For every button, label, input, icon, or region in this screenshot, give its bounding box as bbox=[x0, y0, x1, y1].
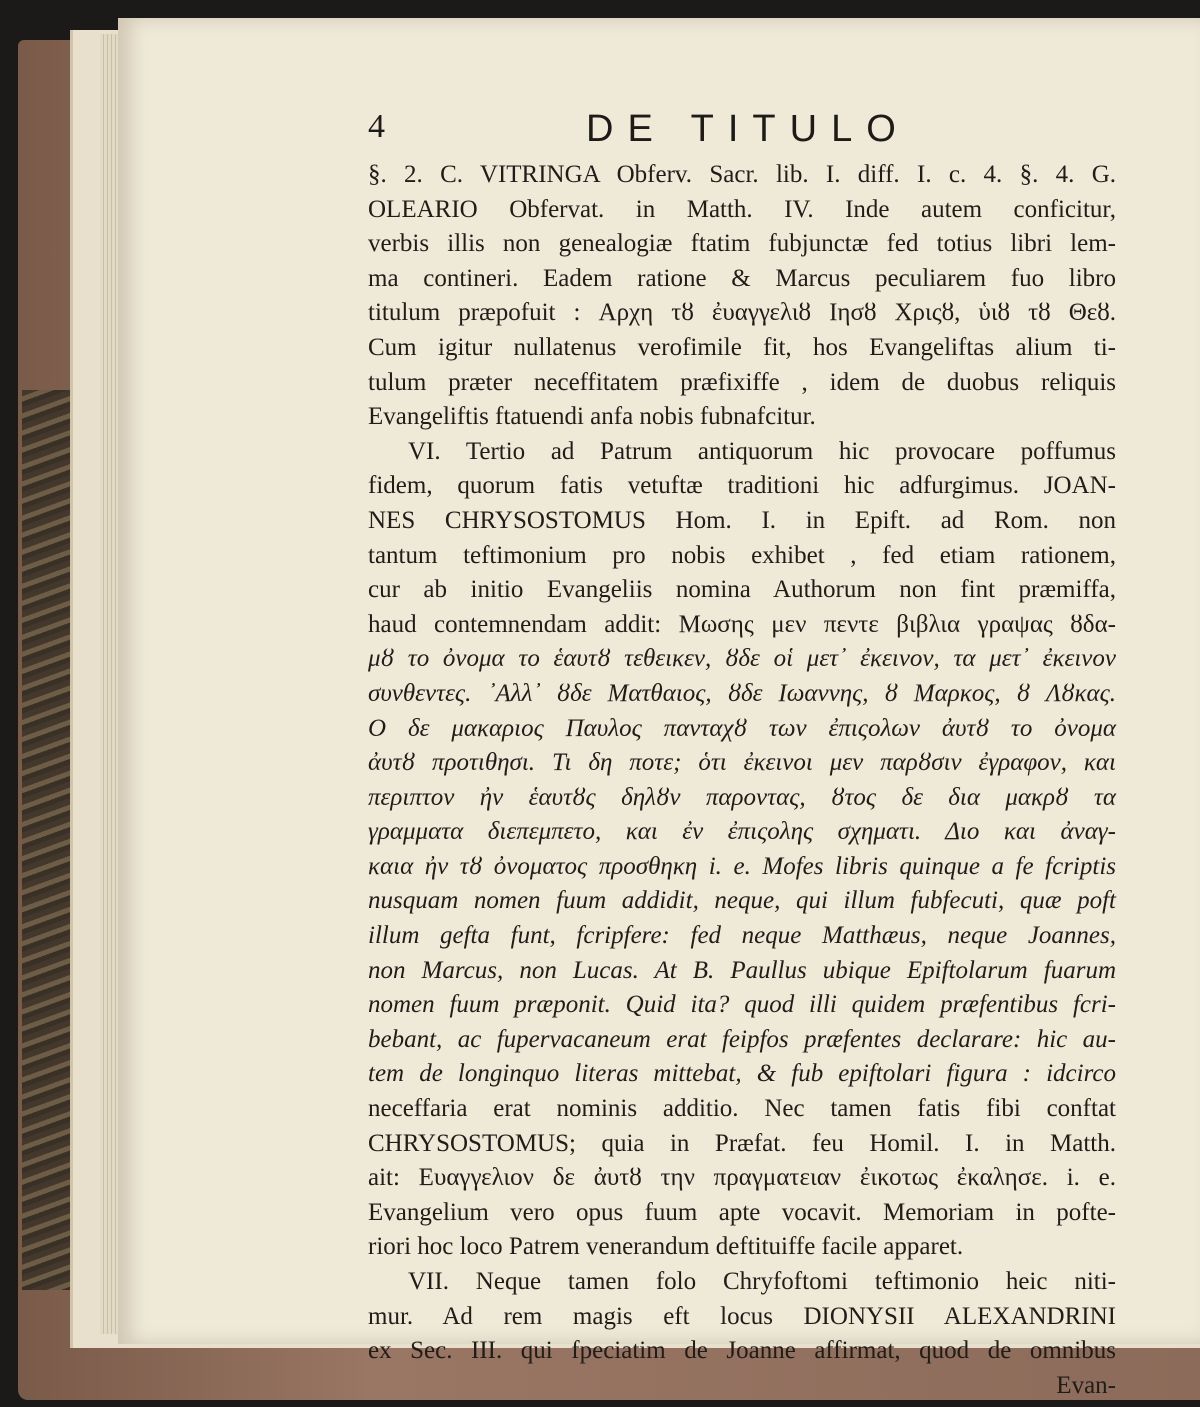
text-line: γραμματα διεπεμπετο, και ἐν ἐπιςολης σχηματι. Διο και ἀναγ- bbox=[368, 818, 1116, 846]
text-line: tem de longinquo literas mittebat, & fub epiftolari figura : idcirco bbox=[368, 1060, 1116, 1088]
text-line: ma contineri. Eadem ratione & Marcus peculiarem fuo libro bbox=[368, 264, 1116, 292]
text-line: haud contemnendam addit: Μωσης μεν πεντε βιβλια γραψας ȣδα- bbox=[368, 610, 1116, 638]
text-line: NES CHRYSOSTOMUS Hom. I. in Epift. ad Rom. non bbox=[368, 506, 1116, 534]
text-line: cur ab initio Evangeliis nomina Authorum non fint præmiffa, bbox=[368, 576, 1116, 604]
text-line: Cum igitur nullatenus verofimile fit, hos Evangeliftas alium ti- bbox=[368, 333, 1116, 361]
body-text bbox=[368, 158, 1116, 1403]
page-number: 4 bbox=[368, 108, 385, 145]
text-line: ex Sec. III. qui fpeciatim de Joanne affirmat, quod de omnibus bbox=[368, 1337, 1116, 1365]
text-line: riori hoc loco Patrem venerandum deftituiffe facile apparet. bbox=[368, 1233, 964, 1261]
text-line: illum gefta funt, fcripfere: fed neque Matthæus, neque Joannes, bbox=[368, 922, 1116, 950]
page-header bbox=[368, 108, 1188, 154]
text-line: Ο δε μακαριος Παυλος πανταχȣ των ἐπιςολων ἀυτȣ το ὀνομα bbox=[368, 714, 1116, 742]
text-line: VI. Tertio ad Patrum antiquorum hic provocare poffumus bbox=[408, 437, 1116, 465]
text-line: συνθεντες. ᾽Αλλ᾽ ȣδε Ματθαιος, ȣδε Ιωαννης, ȣ Μαρκος, ȣ Λȣκας. bbox=[368, 679, 1116, 707]
text-line: mur. Ad rem magis eft locus DIONYSII ALEXANDRINI bbox=[368, 1302, 1116, 1330]
running-title: DE TITULO bbox=[586, 108, 910, 150]
page-edges bbox=[100, 34, 120, 1334]
text-line: fidem, quorum fatis vetuftæ traditioni hic adfurgimus. JOAN- bbox=[368, 472, 1116, 500]
text-line: tantum teftimonium pro nobis exhibet , fed etiam rationem, bbox=[368, 541, 1116, 569]
text-line: titulum præpofuit : Αρχη τȣ ἐυαγγελιȣ Ιησȣ Χριςȣ, ὑιȣ τȣ Θεȣ. bbox=[368, 299, 1116, 327]
text-line: Evangelium vero opus fuum apte vocavit. Memoriam in pofte- bbox=[368, 1198, 1116, 1226]
text-line: Evan- bbox=[1056, 1371, 1116, 1399]
text-line: μȣ το ὀνομα το ἑαυτȣ τεθεικεν, ȣδε οἱ μετ᾽ ἐκεινον, τα μετ᾽ ἐκεινον bbox=[368, 645, 1116, 673]
text-line: Evangeliftis ftatuendi anfa nobis fubnafcitur. bbox=[368, 403, 816, 431]
text-line: CHRYSOSTOMUS; quia in Præfat. feu Homil. I. in Matth. bbox=[368, 1129, 1116, 1157]
text-line: OLEARIO Obfervat. in Matth. IV. Inde autem conficitur, bbox=[368, 195, 1116, 223]
text-line: περιπτον ἠν ἑαυτȣς δηλȣν παροντας, ȣτος δε δια μακρȣ τα bbox=[368, 783, 1116, 811]
text-line: tulum præter neceffitatem præfixiffe , idem de duobus reliquis bbox=[368, 368, 1116, 396]
text-line: neceffaria erat nominis additio. Nec tamen fatis fibi conftat bbox=[368, 1095, 1116, 1123]
text-line: καια ἠν τȣ ὀνοματος προσθηκη i. e. Mofes libris quinque a fe fcriptis bbox=[368, 852, 1116, 880]
text-line: nomen fuum præponit. Quid ita? quod illi quidem præfentibus fcri- bbox=[368, 991, 1116, 1019]
text-line: non Marcus, non Lucas. At B. Paullus ubique Epiftolarum fuarum bbox=[368, 956, 1116, 984]
marbled-cover-edge bbox=[22, 390, 72, 1290]
text-line: §. 2. C. VITRINGA Obferv. Sacr. lib. I. diff. I. c. 4. §. 4. G. bbox=[368, 161, 1116, 188]
text-line: VII. Neque tamen folo Chryfoftomi teftimonio heic niti- bbox=[408, 1268, 1116, 1295]
text-line: ait: Ευαγγελιον δε ἀυτȣ την πραγματειαν ἐικοτως ἐκαλησε. i. e. bbox=[368, 1164, 1116, 1192]
text-line: verbis illis non genealogiæ ftatim fubjunctæ fed totius libri lem- bbox=[368, 230, 1116, 258]
text-line: nusquam nomen fuum addidit, neque, qui illum fubfecuti, quæ poft bbox=[368, 887, 1116, 915]
text-line: ἀυτȣ προτιθησι. Τι δη ποτε; ὁτι ἐκεινοι μεν παρȣσιν ἐγραφον, και bbox=[368, 749, 1116, 777]
text-line: bebant, ac fupervacaneum erat feipfos præfentes declarare: hic au- bbox=[368, 1025, 1116, 1053]
